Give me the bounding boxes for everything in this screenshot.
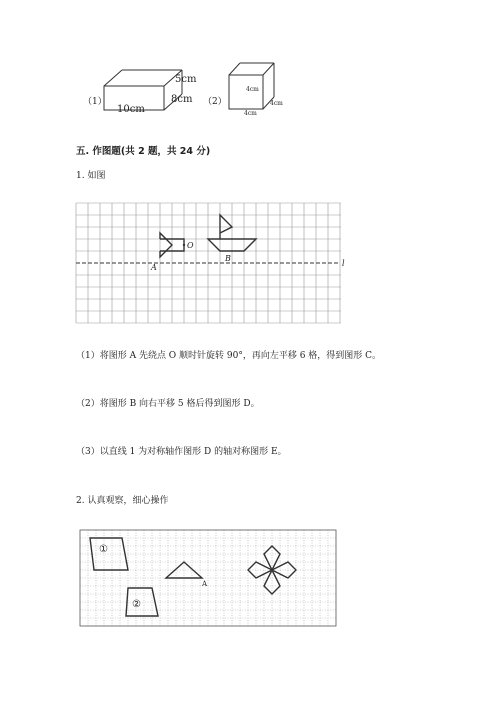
figure-2-index: （2） xyxy=(203,97,227,107)
label-o: O xyxy=(187,241,194,250)
section-title: 五. 作图题(共 2 题，共 24 分) xyxy=(76,146,211,157)
cube-depth-label: 4cm xyxy=(270,100,283,107)
cuboid-depth-label: 8cm xyxy=(171,94,193,105)
label-circled-2: ② xyxy=(132,599,141,610)
cube-height-label: 4cm xyxy=(246,86,259,93)
cube-width-label: 4cm xyxy=(244,110,257,117)
q1-instruction-3: （3）以直线 1 为对称轴作图形 D 的轴对称图形 E。 xyxy=(76,447,287,457)
question-2-label: 2. 认真观察，细心操作 xyxy=(76,496,169,506)
figure-1-index: （1） xyxy=(83,97,107,107)
label-b: B xyxy=(225,254,231,263)
label-l: l xyxy=(342,259,345,268)
label-circled-1: ① xyxy=(99,544,108,555)
cuboid-height-label: 5cm xyxy=(175,74,197,85)
point-o xyxy=(183,244,185,246)
cuboid-length-label: 10cm xyxy=(117,104,145,115)
dotted-grid xyxy=(80,530,336,626)
label-a: A xyxy=(151,263,157,272)
q1-instruction-1: （1）将图形 A 先绕点 O 顺时针旋转 90°，再向左平移 6 格，得到图形 C。 xyxy=(76,351,382,361)
question-1-label: 1. 如图 xyxy=(76,171,106,181)
q1-instruction-2: （2）将图形 B 向右平移 5 格后得到图形 D。 xyxy=(76,399,260,409)
label-a-q2: A xyxy=(202,580,208,588)
grid-q1 xyxy=(76,203,346,325)
grid-q2 xyxy=(80,530,340,632)
